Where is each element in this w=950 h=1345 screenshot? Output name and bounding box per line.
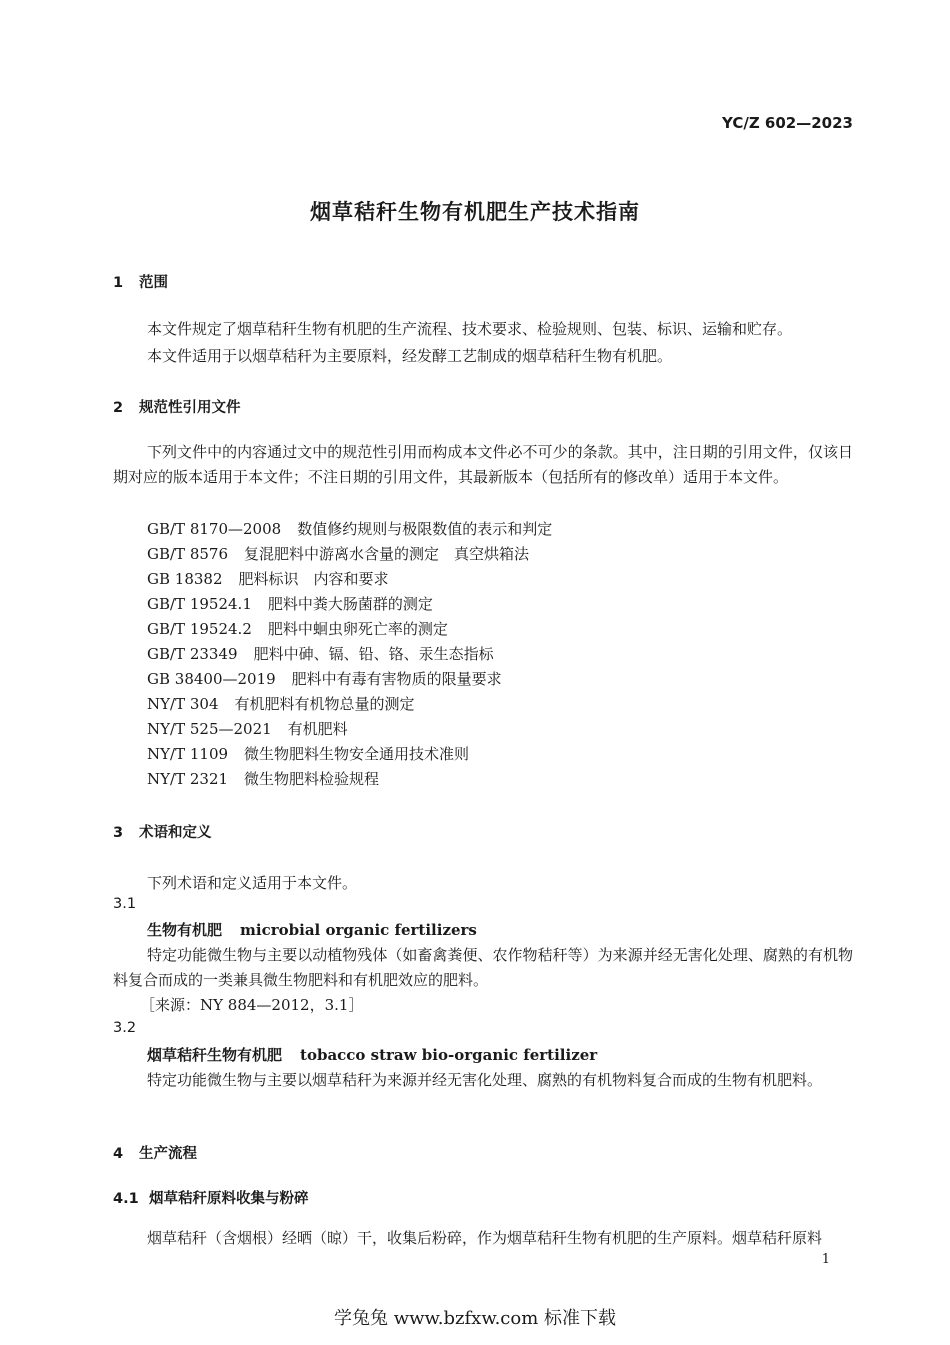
- section-number: 4: [113, 1146, 124, 1162]
- reference-title: 肥料中有毒有害物质的限量要求: [291, 670, 502, 688]
- section-title: 范围: [139, 275, 168, 291]
- reference-code: GB/T 23349: [147, 645, 238, 663]
- reference-item: [147, 643, 494, 664]
- document-title: 烟草秸秆生物有机肥生产技术指南: [310, 200, 640, 224]
- section-title: 生产流程: [139, 1146, 197, 1162]
- reference-item: [147, 768, 379, 789]
- reference-code: GB/T 19524.1: [147, 595, 252, 613]
- reference-code: GB/T 8576: [147, 545, 229, 563]
- term-source: ［来源：NY 884—2012，3.1］: [140, 996, 364, 1014]
- reference-code: NY/T 1109: [147, 745, 229, 763]
- term-definition: 特定功能微生物与主要以烟草秸秆为来源并经无害化处理、腐熟的有机物料复合而成的生物有机肥料。: [147, 1071, 823, 1089]
- reference-title: 肥料中蛔虫卵死亡率的测定: [267, 620, 448, 638]
- subsection-title: 烟草秸秆原料收集与粉碎: [149, 1191, 309, 1207]
- section-1-heading: [113, 271, 168, 292]
- s4-paragraph-1: 烟草秸秆（含烟根）经晒（晾）干，收集后粉碎，作为烟草秸秆生物有机肥的生产原料。烟草秸秆原料: [147, 1229, 823, 1247]
- section-4-heading: [113, 1142, 197, 1163]
- reference-title: 肥料中粪大肠菌群的测定: [267, 595, 433, 613]
- section-number: 3: [113, 825, 124, 841]
- term-chinese: 生物有机肥: [147, 921, 223, 939]
- s1-paragraph-2: 本文件适用于以烟草秸秆为主要原料，经发酵工艺制成的烟草秸秆生物有机肥。: [147, 347, 673, 365]
- section-number: 1: [113, 275, 124, 291]
- reference-code: GB 38400—2019: [147, 670, 276, 688]
- reference-title: 有机肥料有机物总量的测定: [234, 695, 415, 713]
- section-2-heading: [113, 396, 241, 417]
- term-number: 3.2: [113, 1020, 137, 1036]
- reference-code: NY/T 2321: [147, 770, 229, 788]
- reference-code: GB/T 8170—2008: [147, 520, 282, 538]
- reference-title: 微生物肥料检验规程: [244, 770, 380, 788]
- reference-title: 有机肥料: [287, 720, 348, 738]
- term-chinese: 烟草秸秆生物有机肥: [147, 1046, 283, 1064]
- term-english: microbial organic fertilizers: [240, 921, 477, 939]
- reference-title: 微生物肥料生物安全通用技术准则: [244, 745, 470, 763]
- section-title: 规范性引用文件: [139, 400, 241, 416]
- reference-item: [147, 718, 348, 739]
- reference-item: [147, 743, 469, 764]
- reference-title: 复混肥料中游离水含量的测定 真空烘箱法: [244, 545, 530, 563]
- reference-item: [147, 518, 552, 539]
- reference-title: 肥料中砷、镉、铅、铬、汞生态指标: [253, 645, 494, 663]
- reference-title: 数值修约规则与极限数值的表示和判定: [297, 520, 553, 538]
- reference-title: 肥料标识 内容和要求: [238, 570, 389, 588]
- section-3-heading: [113, 821, 212, 842]
- reference-item: [147, 693, 415, 714]
- subsection-heading: [113, 1187, 309, 1208]
- s3-intro: 下列术语和定义适用于本文件。: [147, 874, 358, 892]
- subsection-number: 4.1: [113, 1191, 139, 1207]
- term-heading: [147, 1044, 597, 1065]
- reference-item: [147, 668, 502, 689]
- reference-code: NY/T 525—2021: [147, 720, 272, 738]
- s2-intro-paragraph: 下列文件中的内容通过文中的规范性引用而构成本文件必不可少的条款。其中，注日期的引用文件，仅该日期对应的版本适用于本文件；不注日期的引用文件，其最新版本（包括所有的修改单）适用于本文件。: [113, 443, 853, 486]
- standard-code: YC/Z 602—2023: [722, 114, 853, 132]
- term-english: tobacco straw bio-organic fertilizer: [300, 1046, 598, 1064]
- reference-code: GB/T 19524.2: [147, 620, 252, 638]
- reference-code: NY/T 304: [147, 695, 219, 713]
- s1-paragraph-1: 本文件规定了烟草秸秆生物有机肥的生产流程、技术要求、检验规则、包装、标识、运输和贮存。: [147, 320, 793, 338]
- term-heading: [147, 919, 477, 940]
- section-number: 2: [113, 400, 124, 416]
- reference-code: GB 18382: [147, 570, 223, 588]
- reference-item: [147, 543, 529, 564]
- page-number: 1: [821, 1252, 830, 1267]
- reference-item: [147, 593, 433, 614]
- footer-watermark: 学兔兔 www.bzfxw.com 标准下载: [333, 1308, 617, 1329]
- reference-item: [147, 618, 448, 639]
- reference-item: [147, 568, 389, 589]
- term-definition: 特定功能微生物与主要以动植物残体（如畜禽粪便、农作物秸秆等）为来源并经无害化处理、腐熟的有机物料复合而成的一类兼具微生物肥料和有机肥效应的肥料。: [113, 946, 853, 989]
- section-title: 术语和定义: [139, 825, 212, 841]
- term-number: 3.1: [113, 896, 137, 912]
